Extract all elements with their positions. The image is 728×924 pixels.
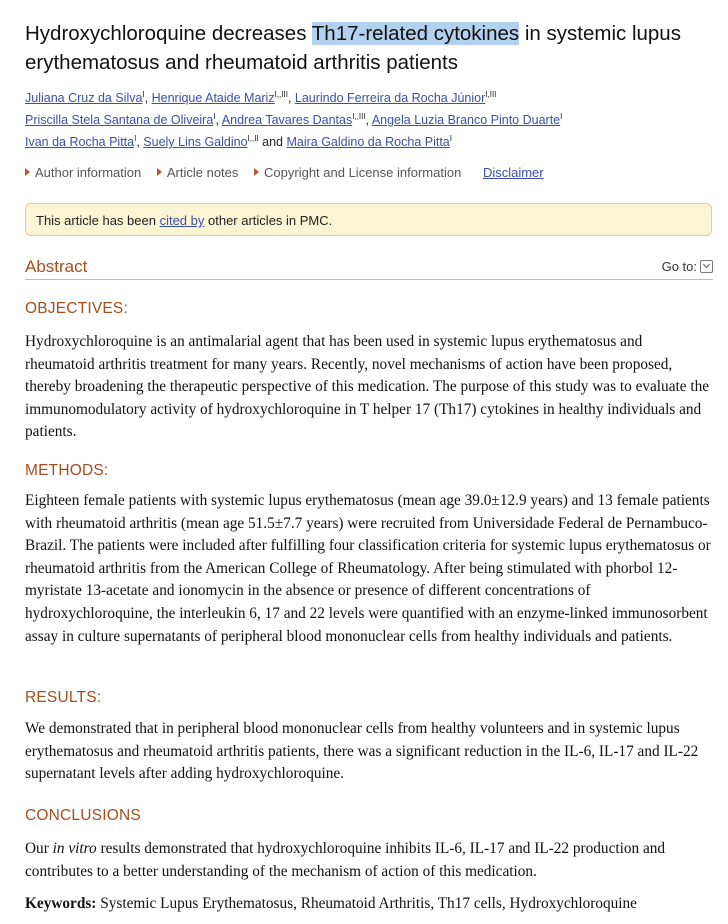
- author-separator: ,: [144, 91, 152, 105]
- author-information-label: Author information: [35, 165, 142, 180]
- keywords-label: Keywords:: [25, 895, 97, 912]
- results-text: We demonstrated that in peripheral blood mononuclear cells from healthy volunteers and in systemic lupus erythematosus and rheumatoid arthritis patients, there was a significant reduction in the IL-6, IL-17 and IL-22 supernatant levels after adding hydroxychloroquine.: [25, 720, 699, 783]
- affiliation-marker[interactable]: I,III: [485, 89, 497, 99]
- disclaimer-link[interactable]: Disclaimer: [482, 165, 544, 180]
- conclusions-italic-text: in vitro: [52, 840, 97, 857]
- author-line-2: [25, 109, 715, 131]
- goto-menu[interactable]: [662, 259, 713, 274]
- goto-label: Go to:: [661, 259, 697, 274]
- author-line-3: [25, 131, 715, 153]
- chevron-down-box-icon[interactable]: [700, 260, 713, 273]
- author-link[interactable]: Suely Lins Galdino: [143, 135, 248, 149]
- article-title: [25, 19, 715, 77]
- cited-by-link[interactable]: cited by: [159, 213, 205, 228]
- author-link[interactable]: Ivan da Rocha Pitta: [25, 135, 135, 149]
- title-text-end: in systemic lupus erythematosus and rheumatoid arthritis patients: [25, 22, 681, 74]
- conclusions-text-end: results demonstrated that hydroxychloroquine inhibits IL-6, IL-17 and IL-22 production and contributes to a better understanding of the mechanism of action of this medication.: [25, 840, 666, 880]
- author-separator: ,: [136, 135, 144, 149]
- notice-text-start: This article has been: [36, 213, 160, 228]
- article-notes-toggle[interactable]: [157, 165, 239, 180]
- affiliation-marker[interactable]: I: [142, 89, 145, 99]
- author-link[interactable]: Andrea Tavares Dantas: [221, 113, 353, 127]
- author-separator: ,: [365, 113, 372, 127]
- copyright-toggle[interactable]: [254, 165, 461, 180]
- triangle-right-icon: [254, 168, 259, 176]
- methods-heading: METHODS:: [25, 462, 109, 479]
- cited-by-notice: [25, 203, 712, 236]
- article-notes-label: Article notes: [166, 165, 239, 180]
- notice-text-end: other articles in PMC.: [204, 213, 333, 228]
- conclusions-text: [25, 838, 715, 883]
- affiliation-marker[interactable]: I,,III: [274, 89, 288, 99]
- abstract-heading: Abstract: [25, 257, 88, 276]
- affiliation-marker[interactable]: I: [213, 111, 216, 121]
- article-info-links: [25, 165, 544, 180]
- author-link[interactable]: Laurindo Ferreira da Rocha Júnior: [294, 91, 486, 105]
- conclusions-heading: CONCLUSIONS: [25, 807, 141, 824]
- conclusions-text-start: Our: [25, 840, 53, 857]
- triangle-right-icon: [157, 168, 162, 176]
- author-list: [25, 87, 715, 153]
- affiliation-marker[interactable]: I: [560, 111, 563, 121]
- affiliation-marker[interactable]: I,,III: [352, 111, 366, 121]
- affiliation-marker[interactable]: I: [449, 133, 452, 143]
- author-link[interactable]: Angela Luzia Branco Pinto Duarte: [371, 113, 561, 127]
- author-line-1: [25, 87, 715, 109]
- author-link[interactable]: Juliana Cruz da Silva: [25, 91, 143, 105]
- results-heading: RESULTS:: [25, 689, 102, 706]
- author-link[interactable]: Priscilla Stela Santana de Oliveira: [25, 113, 214, 127]
- affiliation-marker[interactable]: I,,II: [247, 133, 259, 143]
- triangle-right-icon: [25, 168, 30, 176]
- author-separator: and: [258, 135, 287, 149]
- author-information-toggle[interactable]: [25, 165, 141, 180]
- keywords-text: Systemic Lupus Erythematosus, Rheumatoid Arthritis, Th17 cells, Hydroxychloroquine: [96, 895, 637, 912]
- author-link[interactable]: Henrique Ataide Mariz: [151, 91, 275, 105]
- methods-text: Eighteen female patients with systemic lupus erythematosus (mean age 39.0±12.9 years) and 13 female patients with rheumatoid arthritis (mean age 51.5±7.7 years) were recruited from Universidade Federal de Pernambuco-Brazil. The patients were included after fulfilling four classification criteria for systemic lupus erythematosus or rheumatoid arthritis from the American College of Rheumatology. After being stimulated with phorbol 12-myristate 13-acetate and ionomycin in the absence or presence of different concentrations of hydroxychloroquine, the interleukin 6, 17 and 22 levels were quantified with an enzyme-linked immunosorbent assay in culture supernatants of peripheral blood mononuclear cells from healthy individuals and patients.: [25, 492, 711, 645]
- author-separator: ,: [287, 91, 295, 105]
- keywords: [25, 893, 715, 916]
- objectives-heading: OBJECTIVES:: [25, 300, 128, 317]
- objectives-text: Hydroxychloroquine is an antimalarial agent that has been used in systemic lupus erythematosus and rheumatoid arthritis treatment for many years. Recently, novel mechanisms of action have been proposed, thereby broadening the therapeutic perspective of this medication. The purpose of this study was to evaluate the immunomodulatory activity of hydroxychloroquine in T helper 17 (Th17) cytokines in healthy individuals and patients.: [25, 333, 710, 441]
- copyright-label: Copyright and License information: [264, 165, 462, 180]
- title-text-start: Hydroxychloroquine decreases: [25, 22, 312, 45]
- affiliation-marker[interactable]: I: [134, 133, 137, 143]
- author-separator: ,: [215, 113, 222, 127]
- author-link[interactable]: Maira Galdino da Rocha Pitta: [286, 135, 450, 149]
- abstract-header: [25, 257, 713, 280]
- title-highlighted-text[interactable]: Th17-related cytokines: [311, 22, 520, 45]
